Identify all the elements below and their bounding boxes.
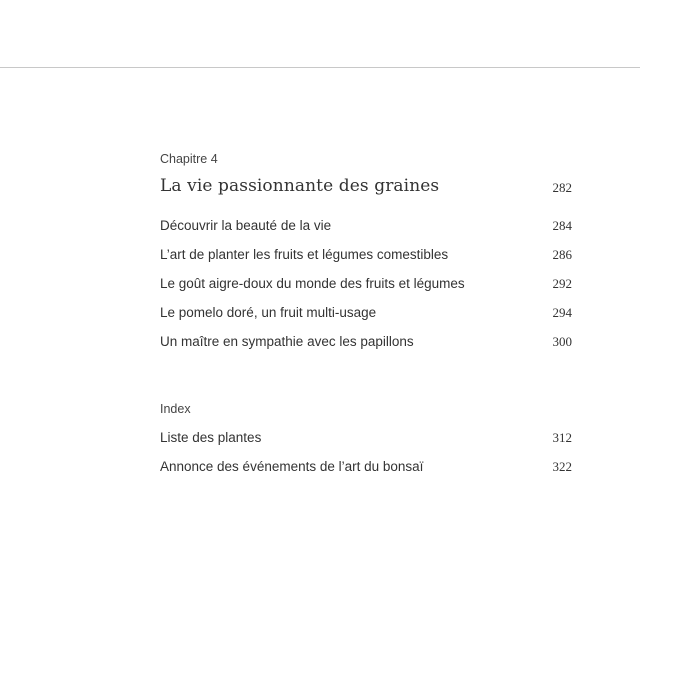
index-entry-title: Liste des plantes [160,430,262,445]
index-entry-title: Annonce des événements de l’art du bonsaï [160,459,424,474]
chapter-label: Chapitre 4 [160,152,218,166]
toc-entry-page: 294 [552,305,572,320]
toc-entry-title: L’art de planter les fruits et légumes comestibles [160,247,449,262]
toc-entry-page: 300 [552,334,572,349]
toc-entry-page: 292 [552,276,572,291]
index-entry[interactable] [160,430,572,450]
index-entry[interactable] [160,459,572,479]
toc-entry-title: Un maître en sympathie avec les papillons [160,334,414,349]
chapter-title: La vie passionnante des graines [160,176,440,196]
toc-entry-page: 286 [552,247,572,262]
toc-entry[interactable] [160,334,572,354]
toc-entry-title: Découvrir la beauté de la vie [160,218,332,233]
chapter-title-row[interactable] [160,176,572,200]
toc-entry[interactable] [160,276,572,296]
toc-entry[interactable] [160,247,572,267]
toc-entry[interactable] [160,305,572,325]
index-label: Index [160,402,191,416]
index-entry-page: 322 [552,459,572,474]
chapter-page-number: 282 [552,180,572,195]
index-entry-page: 312 [552,430,572,445]
toc-entry[interactable] [160,218,572,238]
header-divider [0,67,640,68]
toc-entry-page: 284 [552,218,572,233]
toc-entry-title: Le pomelo doré, un fruit multi-usage [160,305,377,320]
toc-entry-title: Le goût aigre-doux du monde des fruits et légumes [160,276,465,291]
